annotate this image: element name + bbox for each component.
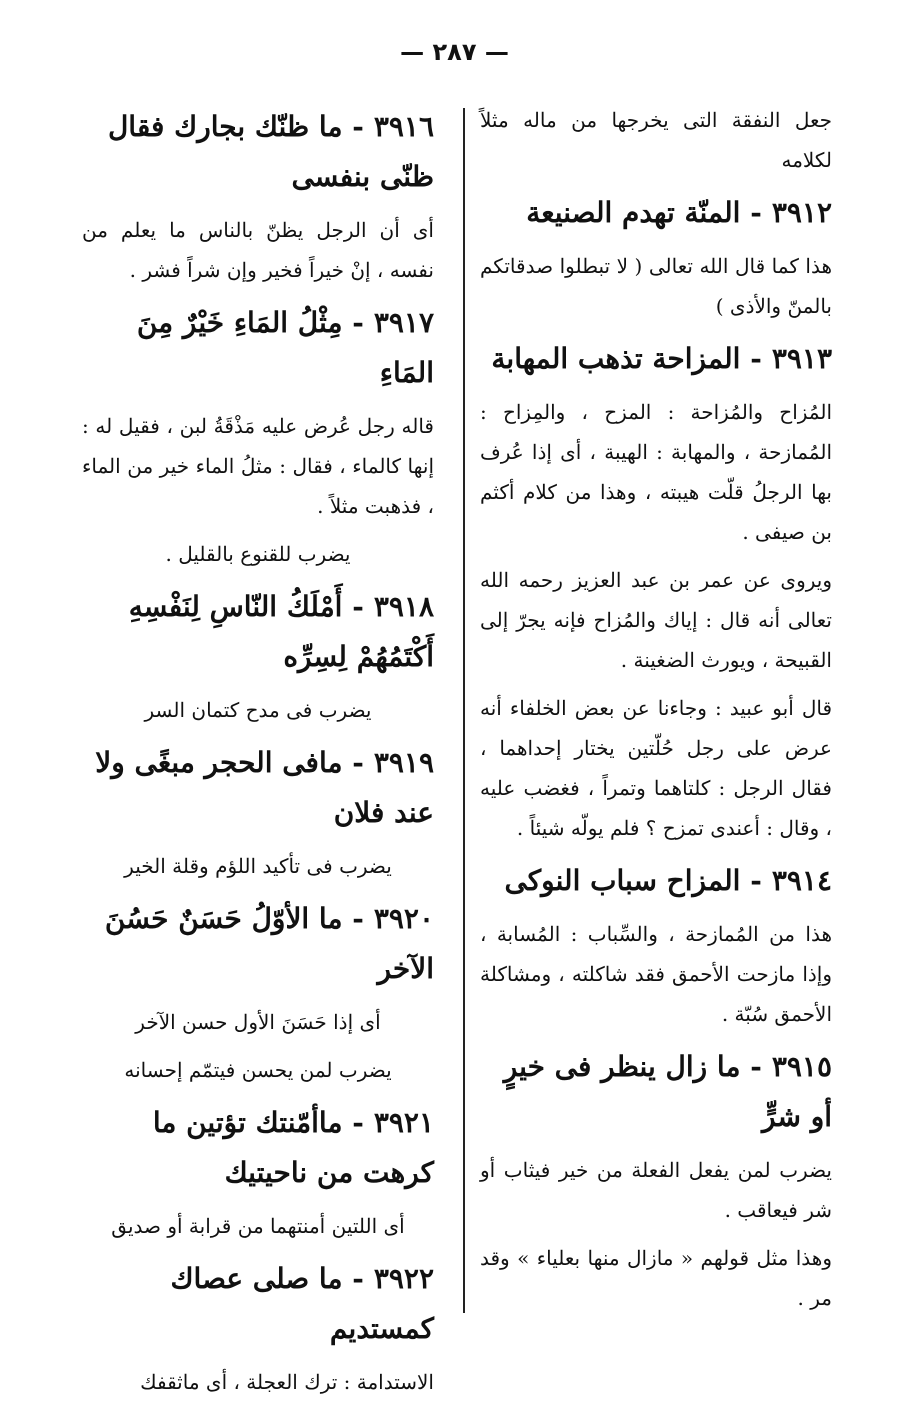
commentary: هذا من المُمازحة ، والسِّباب : المُسابة ، وإذا مازحت الأحمق فقد شاكلته ، ومشاكلة الأحمق سُبّة . [480, 922, 832, 1026]
commentary: قال أبو عبيد : وجاءنا عن بعض الخلفاء أنه عرض على رجل حُلّتين يختار إحداهما ، فقال الرجل : كلتاهما وتمراً ، فغضب عليه ، وقال : أعندى تمزح ؟ فلم يولّه شيئاً . [480, 696, 832, 840]
commentary: يضرب لمن يحسن فيتمّم إحسانه [124, 1058, 392, 1082]
proverb-heading: ٣٩٢٠- ما الأوّلُ حَسَنٌ حَسُنَ الآخر [104, 902, 434, 985]
proverb-text: مِثْلُ المَاءِ خَيْرٌ مِنَ المَاءِ [136, 306, 434, 389]
commentary: يضرب فى مدح كتمان السر [144, 698, 372, 722]
column-divider [463, 108, 465, 1313]
proverb-number: ٣٩١٣ [771, 342, 832, 375]
commentary: الاستدامة : ترك العجلة ، أى ماثقفك [140, 1370, 434, 1394]
proverb-number: ٣٩١٢ [771, 196, 832, 229]
proverb-text: ما صلى عصاك كمستديم [170, 1262, 434, 1345]
proverb-number: ٣٩١٧ [373, 306, 434, 339]
commentary: هذا كما قال الله تعالى ( لا تبطلوا صدقاتكم بالمنّ والأذى ) [480, 254, 832, 318]
commentary: المُزاح والمُزاحة : المزح ، والمِزاح : المُمازحة ، والمهابة : الهيبة ، أى إذا عُرف بها الرجلُ قلّت هيبته ، وهذا من كلام أكثم بن صيفى . [480, 400, 832, 544]
proverb-text: أَمْلَكُ النّاسِ لِنَفْسِهِ أَكْتَمُهُمْ لِسِرِّه [128, 590, 434, 673]
proverb-entry-3916 [82, 102, 434, 290]
commentary: يضرب فى تأكيد اللؤم وقلة الخير [124, 854, 392, 878]
proverb-entry-3922 [82, 1254, 434, 1402]
proverb-number: ٣٩٢٠ [373, 902, 434, 935]
commentary: ويروى عن عمر بن عبد العزيز رحمه الله تعالى أنه قال : إياك والمُزاح فإنه يجرّ إلى القبيحة ، ويورث الضغينة . [480, 568, 832, 672]
commentary: قاله رجل عُرض عليه مَذْقَةُ لبن ، فقيل له : إنها كالماء ، فقال : مثلُ الماء خير من الماء ، فذهبت مثلاً . [82, 414, 434, 518]
proverb-heading: ٣٩١٧- مِثْلُ المَاءِ خَيْرٌ مِنَ المَاءِ [136, 306, 434, 389]
intro-text: جعل النفقة التى يخرجها من ماله مثلاً لكلامه [480, 108, 832, 172]
proverb-heading: ٣٩١٣- المزاحة تذهب المهابة [491, 342, 832, 375]
commentary: أى اللتين أمنتهما من قرابة أو صديق [111, 1214, 405, 1238]
proverb-heading: ٣٩١٩- مافى الحجر مبغًى ولا عند فلان [95, 746, 434, 829]
commentary: يضرب للقنوع بالقليل . [165, 542, 351, 566]
proverb-entry-3919 [82, 738, 434, 886]
proverb-number: ٣٩٢١ [373, 1106, 434, 1139]
proverb-text: مافى الحجر مبغًى ولا عند فلان [95, 746, 434, 829]
proverb-heading: ٣٩١٥- ما زال ينظر فى خيرٍ أو شرٍّ [503, 1050, 832, 1133]
proverb-heading: ٣٩٢٢- ما صلى عصاك كمستديم [170, 1262, 434, 1345]
commentary: أى إذا حَسَنَ الأول حسن الآخر [135, 1010, 381, 1034]
proverb-entry-3920 [82, 894, 434, 1090]
proverb-number: ٣٩١٤ [771, 864, 832, 897]
proverb-text: المزاح سباب النوكى [504, 864, 741, 897]
proverb-number: ٣٩١٦ [373, 110, 434, 143]
proverb-entry-3914 [480, 856, 832, 1034]
proverb-heading: ٣٩١٦- ما ظنّك بجارك فقال ظنّى بنفسى [107, 110, 434, 193]
proverb-text: ماأمّنتك تؤتين ما كرهت من ناحيتيك [152, 1106, 434, 1189]
proverb-text: المنّة تهدم الصنيعة [526, 196, 741, 229]
proverb-heading: ٣٩١٨- أَمْلَكُ النّاسِ لِنَفْسِهِ أَكْتَمُهُمْ لِسِرِّه [128, 590, 434, 673]
proverb-entry-3918 [82, 582, 434, 730]
proverb-number: ٣٩١٨ [373, 590, 434, 623]
proverb-heading: ٣٩١٤- المزاح سباب النوكى [504, 864, 832, 897]
proverb-entry-3917 [82, 298, 434, 574]
proverb-entry-3915 [480, 1042, 832, 1318]
right-column [480, 100, 832, 1326]
proverb-text: المزاحة تذهب المهابة [491, 342, 741, 375]
proverb-number: ٣٩١٥ [771, 1050, 832, 1083]
proverb-heading: ٣٩٢١- ماأمّنتك تؤتين ما كرهت من ناحيتيك [152, 1106, 434, 1189]
commentary: أى أن الرجل يظنّ بالناس ما يعلم من نفسه ، إنْ خيراً فخير وإن شراً فشر . [82, 218, 434, 282]
proverb-entry-3921 [82, 1098, 434, 1246]
proverb-number: ٣٩١٩ [373, 746, 434, 779]
commentary: وهذا مثل قولهم « مازال منها بعلياء » وقد مر . [480, 1246, 832, 1310]
proverb-text: ما زال ينظر فى خيرٍ أو شرٍّ [503, 1050, 832, 1133]
commentary: يضرب لمن يفعل الفعلة من خير فيثاب أو شر فيعاقب . [480, 1158, 832, 1222]
proverb-text: ما ظنّك بجارك فقال ظنّى بنفسى [107, 110, 434, 193]
proverb-heading: ٣٩١٢- المنّة تهدم الصنيعة [526, 196, 832, 229]
proverb-number: ٣٩٢٢ [373, 1262, 434, 1295]
proverb-entry-3912 [480, 188, 832, 326]
proverb-entry-3913 [480, 334, 832, 848]
page-number: — ٢٨٧ — [400, 38, 509, 66]
proverb-text: ما الأوّلُ حَسَنٌ حَسُنَ الآخر [104, 902, 434, 985]
left-column [82, 100, 434, 1410]
